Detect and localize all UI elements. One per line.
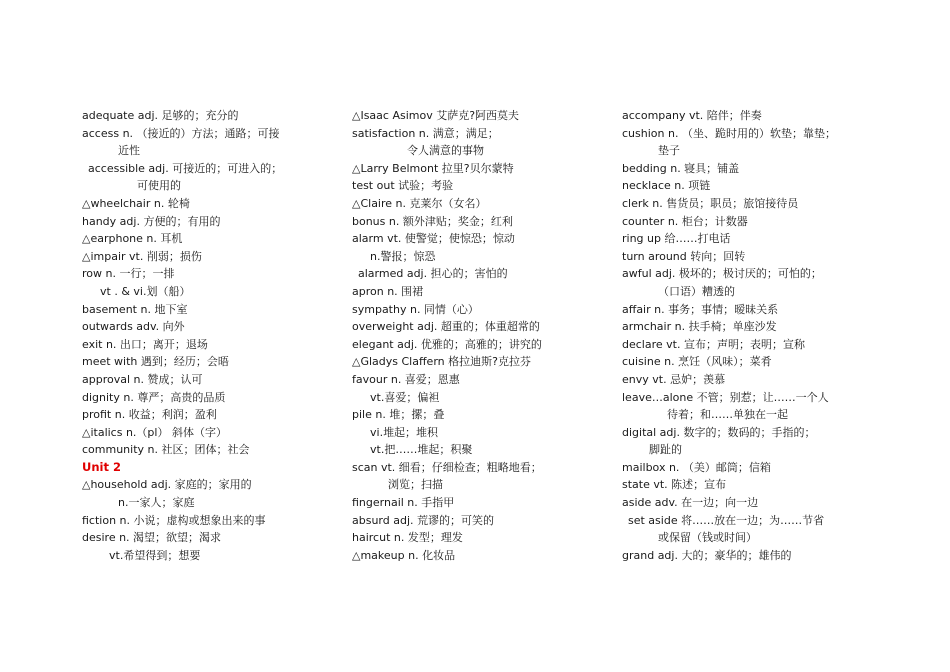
vocab-line: △earphone n. 耳机: [82, 232, 183, 246]
vocab-line: alarmed adj. 担心的；害怕的: [358, 267, 508, 281]
vocab-line: satisfaction n. 满意；满足；: [352, 126, 499, 140]
vocab-line: desire n. 渴望；欲望；渴求: [82, 531, 222, 545]
vocab-line: vt . & vi.划（船）: [100, 284, 191, 298]
vocab-line: declare vt. 宣布；声明；表明；宣称: [622, 337, 805, 351]
vocab-line: n.一家人；家庭: [118, 496, 195, 510]
vocab-line: outwards adv. 向外: [82, 320, 185, 334]
vocab-line: bedding n. 寝具；铺盖: [622, 161, 740, 175]
vocab-line: counter n. 柜台；计数器: [622, 214, 748, 228]
vocab-line: （口语）糟透的: [658, 284, 735, 298]
vocab-line: mailbox n. （美）邮筒；信箱: [622, 460, 771, 474]
vocab-line: △makeup n. 化妆品: [352, 548, 456, 562]
vocab-line: envy vt. 忌妒；羡慕: [622, 372, 726, 386]
vocab-line: cushion n. （坐、跪时用的）软垫；靠垫；: [622, 126, 836, 140]
vocab-line: △wheelchair n. 轮椅: [82, 196, 190, 210]
vocab-line: vt.喜爱；偏袒: [370, 390, 440, 404]
column-3: [622, 107, 862, 564]
vocab-line: vi.堆起；堆积: [370, 425, 439, 439]
vocab-line: digital adj. 数字的；数码的；手指的；: [622, 425, 816, 439]
vocab-line: aside adv. 在一边；向一边: [622, 496, 759, 510]
vocab-line: row n. 一行；一排: [82, 267, 175, 281]
vocab-line: grand adj. 大的；豪华的；雄伟的: [622, 548, 792, 562]
vocab-line: pile n. 堆；摞；叠: [352, 408, 445, 422]
vocab-line: favour n. 喜爱；恩惠: [352, 372, 460, 386]
vocab-line: adequate adj. 足够的；充分的: [82, 109, 239, 122]
vocab-line: 可使用的: [137, 179, 181, 193]
vocab-line: △household adj. 家庭的；家用的: [82, 478, 252, 492]
vocab-line: cuisine n. 烹饪（风味）；菜肴: [622, 355, 772, 369]
vocab-line: △Gladys Claffern 格拉迪斯?克拉芬: [352, 355, 531, 369]
vocab-line: state vt. 陈述；宣布: [622, 478, 727, 492]
vocab-line: scan vt. 细看；仔细检查；粗略地看；: [352, 460, 542, 474]
vocab-line: 待着；和……单独在一起: [667, 408, 788, 422]
vocab-line: community n. 社区；团体；社会: [82, 443, 250, 457]
vocab-line: 近性: [118, 144, 140, 158]
vocab-line: n.警报；惊恐: [370, 249, 436, 263]
vocab-line: fingernail n. 手指甲: [352, 496, 455, 510]
vocab-line: vt.把……堆起；积聚: [370, 443, 473, 457]
vocab-line: apron n. 围裙: [352, 284, 424, 298]
vocab-line: accessible adj. 可接近的；可进入的；: [88, 161, 283, 175]
vocab-line: awful adj. 极坏的；极讨厌的；可怕的；: [622, 267, 822, 281]
vocab-line: △Isaac Asimov 艾萨克?阿西莫夫: [352, 109, 520, 122]
vocab-line: turn around 转向；回转: [622, 249, 746, 263]
vocab-line: 浏览；扫描: [388, 478, 443, 492]
vocab-line: 或保留（钱或时间）: [658, 531, 757, 545]
vocab-line: meet with 遇到；经历；会晤: [82, 355, 229, 369]
vocab-line: handy adj. 方便的；有用的: [82, 214, 221, 228]
vocab-line: test out 试验；考验: [352, 179, 454, 193]
vocab-line: access n. （接近的）方法；通路；可接: [82, 126, 280, 140]
vocab-line: bonus n. 额外津贴；奖金；红利: [352, 214, 513, 228]
vocab-line: ring up 给……打电话: [622, 232, 731, 246]
unit-heading: Unit 2: [82, 459, 121, 474]
vocab-line: △italics n.（pl） 斜体（字）: [82, 425, 227, 439]
vocab-line: leave…alone 不管；别惹；让……一个人: [622, 390, 829, 404]
vocab-line: accompany vt. 陪伴；伴奏: [622, 109, 762, 122]
column-1: [82, 107, 322, 564]
vocab-line: overweight adj. 超重的；体重超常的: [352, 320, 540, 334]
vocab-line: fiction n. 小说；虚构或想象出来的事: [82, 513, 266, 527]
vocab-line: basement n. 地下室: [82, 302, 188, 316]
column-2: [352, 107, 592, 564]
vocab-line: elegant adj. 优雅的；高雅的；讲究的: [352, 337, 542, 351]
vocab-line: sympathy n. 同情（心）: [352, 302, 479, 316]
vocab-line: 脚趾的: [649, 443, 682, 457]
vocab-line: dignity n. 尊严；高贵的品质: [82, 390, 226, 404]
vocab-line: set aside 将……放在一边；为……节省: [628, 513, 825, 527]
vocab-line: 令人满意的事物: [407, 144, 484, 158]
vocab-line: profit n. 收益；利润；盈利: [82, 408, 217, 422]
vocab-line: △Claire n. 克莱尔（女名）: [352, 196, 487, 210]
vocab-line: clerk n. 售货员；职员；旅馆接待员: [622, 196, 799, 210]
vocab-line: necklace n. 项链: [622, 179, 711, 193]
vocab-line: △impair vt. 削弱；损伤: [82, 249, 202, 263]
vocab-line: armchair n. 扶手椅；单座沙发: [622, 320, 777, 334]
vocab-line: absurd adj. 荒谬的；可笑的: [352, 513, 495, 527]
vocab-line: haircut n. 发型；理发: [352, 531, 463, 545]
vocab-line: △Larry Belmont 拉里?贝尔蒙特: [352, 161, 514, 175]
vocab-line: affair n. 事务；事情；暧昧关系: [622, 302, 779, 316]
vocab-line: 垫子: [658, 144, 680, 158]
vocab-line: exit n. 出口；离开；退场: [82, 337, 208, 351]
vocab-line: alarm vt. 使警觉；使惊恐；惊动: [352, 232, 515, 246]
vocab-line: vt.希望得到；想要: [109, 548, 201, 562]
vocab-line: approval n. 赞成；认可: [82, 372, 203, 386]
